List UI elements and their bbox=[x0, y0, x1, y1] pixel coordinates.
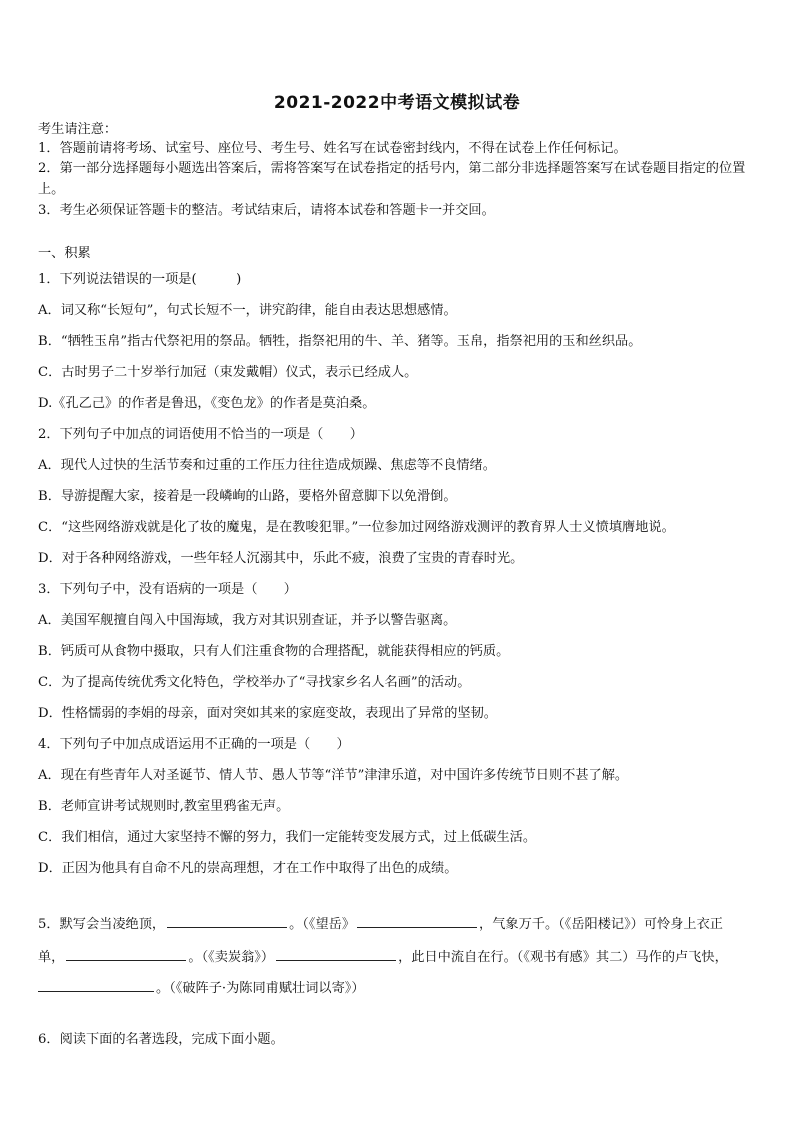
answer-blank[interactable] bbox=[167, 913, 287, 928]
notice-item-3: 3．考生必须保证答题卡的整洁。考试结束后，请将本试卷和答题卡一并交回。 bbox=[38, 203, 495, 218]
question-2-option-c: C．“这些网络游戏就是化了妆的魔鬼，是在教唆犯罪。”一位参加过网络游戏测评的教育界人士义愤填膺地说。 bbox=[38, 520, 675, 535]
question-5-text: ，气象万千。（《岳阳楼记》）可怜身上衣正 bbox=[479, 917, 723, 932]
answer-blank[interactable] bbox=[38, 977, 154, 992]
question-5-line-1 bbox=[38, 913, 760, 934]
question-2-stem: 2．下列句子中加点的词语使用不恰当的一项是（ ） bbox=[38, 427, 363, 442]
notice-item-1: 1．答题前请将考场、试室号、座位号、考生号、姓名写在试卷密封线内，不得在试卷上作任何标记。 bbox=[38, 141, 627, 156]
exam-title: 2021-2022中考语文模拟试卷 bbox=[273, 93, 521, 113]
question-5-text: 。（《卖炭翁》） bbox=[188, 950, 275, 965]
answer-blank[interactable] bbox=[66, 946, 186, 961]
notice-heading: 考生请注意： bbox=[38, 122, 118, 137]
question-6-stem: 6．阅读下面的名著选段，完成下面小题。 bbox=[38, 1032, 284, 1047]
question-3-option-a: A．美国军舰擅自闯入中国海域，我方对其识别查证，并予以警告驱离。 bbox=[38, 613, 457, 628]
question-1-option-c: C．古时男子二十岁举行加冠（束发戴帽）仪式，表示已经成人。 bbox=[38, 365, 418, 380]
answer-blank[interactable] bbox=[276, 946, 396, 961]
question-5-text: 单， bbox=[38, 950, 65, 965]
question-1-option-b: B．“牺牲玉帛”指古代祭祀用的祭品。牺牲，指祭祀用的牛、羊、猪等。玉帛，指祭祀用的玉和丝织品。 bbox=[38, 334, 642, 349]
question-2-option-a: A．现代人过快的生活节奏和过重的工作压力往往造成烦躁、焦虑等不良情绪。 bbox=[38, 458, 496, 473]
question-1-option-a: A．词又称“长短句”，句式长短不一，讲究韵律，能自由表达思想感情。 bbox=[38, 303, 457, 318]
question-2-option-b: B．导游提醒大家，接着是一段嶙峋的山路，要格外留意脚下以免滑倒。 bbox=[38, 489, 457, 504]
question-5-text: 。（《望岳》 bbox=[289, 917, 356, 932]
question-1-stem: 1．下列说法错误的一项是( ) bbox=[38, 272, 242, 287]
question-5-text: 5．默写会当凌绝顶， bbox=[38, 917, 166, 932]
question-3-option-b: B．钙质可从食物中摄取，只有人们注重食物的合理搭配，就能获得相应的钙质。 bbox=[38, 644, 510, 659]
question-4-option-a: A．现在有些青年人对圣诞节、情人节、愚人节等“洋节”津津乐道，对中国许多传统节日则不甚了解。 bbox=[38, 768, 629, 783]
question-5-text: ，此日中流自在行。（《观书有感》其二）马作的卢飞快， bbox=[398, 950, 728, 965]
answer-blank[interactable] bbox=[357, 913, 477, 928]
notice-item-2: 2．第一部分选择题每小题选出答案后，需将答案写在试卷指定的括号内，第二部分非选择题答案写在试卷题目指定的位置上。 bbox=[38, 161, 746, 197]
question-3-option-d: D．性格懦弱的李娟的母亲，面对突如其来的家庭变故，表现出了异常的坚韧。 bbox=[38, 706, 497, 721]
question-4-option-b: B．老师宣讲考试规则时,教室里鸦雀无声。 bbox=[38, 799, 290, 814]
question-1-option-d: D.《孔乙己》的作者是鲁迅，《变色龙》的作者是莫泊桑。 bbox=[38, 396, 376, 411]
question-4-option-d: D．正因为他具有自命不凡的崇高理想，才在工作中取得了出色的成绩。 bbox=[38, 861, 458, 876]
question-5-text: 。（《破阵子·为陈同甫赋壮词以寄》） bbox=[156, 981, 365, 996]
question-5-line-3 bbox=[38, 977, 760, 998]
question-3-option-c: C．为了提高传统优秀文化特色，学校举办了“寻找家乡名人名画”的活动。 bbox=[38, 675, 471, 690]
question-4-stem: 4．下列句子中加点成语运用不正确的一项是（ ） bbox=[38, 737, 350, 752]
question-5-line-2 bbox=[38, 946, 760, 967]
section-heading: 一、积累 bbox=[38, 246, 91, 261]
question-3-stem: 3．下列句子中，没有语病的一项是（ ） bbox=[38, 582, 297, 597]
question-2-option-d: D．对于各种网络游戏，一些年轻人沉溺其中，乐此不疲，浪费了宝贵的青春时光。 bbox=[38, 551, 524, 566]
question-4-option-c: C．我们相信，通过大家坚持不懈的努力，我们一定能转变发展方式，过上低碳生活。 bbox=[38, 830, 537, 845]
